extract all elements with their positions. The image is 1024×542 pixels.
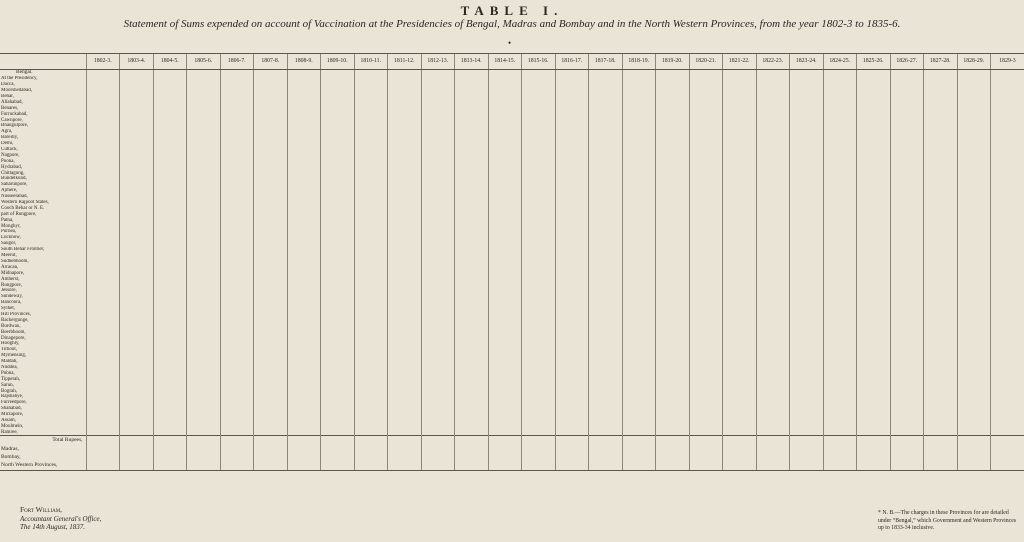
place-name: Tirhoot,: [1, 347, 18, 353]
place-name: Mirzapore,: [1, 412, 24, 418]
amount-cell: [589, 462, 623, 471]
place-name: Midnapore,: [1, 270, 25, 276]
place-name: Patna,: [1, 217, 14, 223]
amount-cell: [991, 446, 1024, 454]
place-name: Nagpore,: [1, 152, 20, 158]
amount-cell: [86, 446, 120, 454]
place-name: Meerut,: [1, 253, 17, 259]
amount-cell: [723, 454, 757, 462]
date-line: The 14th August, 1837.: [20, 523, 86, 531]
place-name: Bograh,: [1, 388, 17, 394]
place-name: Dinagepore,: [1, 335, 26, 341]
amount-cell: [957, 446, 991, 454]
year-column-header: 1820-21.: [689, 54, 723, 70]
amount-cell: [321, 454, 355, 462]
year-column-header: 1823-24.: [790, 54, 824, 70]
amount-cell: [924, 436, 958, 447]
year-column-header: 1829-3: [991, 54, 1024, 70]
amount-cell: [287, 436, 321, 447]
place-name: Bancoora,: [1, 300, 22, 306]
place-name: Mymensing,: [1, 353, 27, 359]
place-name: Ajmere,: [1, 188, 18, 194]
amount-cell: [86, 462, 120, 471]
amount-cell: [254, 462, 288, 471]
amount-cell: [823, 446, 857, 454]
amount-cell: [254, 446, 288, 454]
amount-cell: [723, 436, 757, 447]
place-name: Cawnpore,: [1, 117, 23, 123]
amount-cell: [589, 454, 623, 462]
amount-cell: [488, 462, 522, 471]
place-name: Assam,: [1, 417, 16, 423]
place-name: Cuttack,: [1, 147, 18, 153]
separator-mark: •: [508, 38, 512, 48]
amount-cell: [388, 454, 422, 462]
amount-cell: [857, 462, 891, 471]
year-column-header: 1821-22.: [723, 54, 757, 70]
place-name: Backergunge,: [1, 317, 29, 323]
year-column-header: 1826-27.: [890, 54, 924, 70]
amount-cell: [689, 436, 723, 447]
amount-cell: [622, 446, 656, 454]
place-name: Poona,: [1, 158, 15, 164]
amount-cell: [354, 462, 388, 471]
amount-cell: [153, 462, 187, 471]
amount-cell: [957, 462, 991, 471]
place-name: Western Rajpoot States,: [1, 200, 49, 206]
amount-cell: [991, 462, 1024, 471]
place-name: Beerbhoom,: [1, 329, 26, 335]
amount-cell: [823, 462, 857, 471]
year-column-header: 1811-12.: [388, 54, 422, 70]
place-name: Chittagong,: [1, 170, 25, 176]
amount-cell: [924, 454, 958, 462]
amount-cell: [522, 436, 556, 447]
amount-cell: [153, 454, 187, 462]
place-name: Bombay,: [1, 454, 21, 461]
amount-cell: [622, 436, 656, 447]
amount-cell: [455, 436, 489, 447]
amount-cell: [890, 446, 924, 454]
amount-cell: [388, 462, 422, 471]
place-name: Arracan,: [1, 264, 19, 270]
place-name: Hill Provinces,: [1, 311, 31, 317]
amount-cell: [321, 462, 355, 471]
year-column-header: 1816-17.: [555, 54, 589, 70]
amount-cell: [488, 446, 522, 454]
year-column-header: 1804-5.: [153, 54, 187, 70]
place-name: Madras,: [1, 446, 19, 453]
amount-cell: [656, 462, 690, 471]
amount-cell: [857, 436, 891, 447]
amount-cell: [120, 462, 154, 471]
page-subtitle: Statement of Sums expended on account of Vaccination at the Presidencies of Bengal, Madras and Bombay and in the North Western Provinces, from the year 1802-3 to 1835-6.: [123, 18, 901, 30]
place-name: Maldah,: [1, 359, 18, 365]
amount-cell: [622, 462, 656, 471]
amount-cell: [689, 462, 723, 471]
amount-cell: [388, 436, 422, 447]
amount-cell: [890, 462, 924, 471]
place-name: North Western Provinces,: [0, 462, 86, 471]
year-column-header: 1827-28.: [924, 54, 958, 70]
amount-cell: [890, 454, 924, 462]
year-column-header: 1806-7.: [220, 54, 254, 70]
amount-cell: [522, 446, 556, 454]
year-column-header: 1828-29.: [957, 54, 991, 70]
year-header-row: [0, 54, 1024, 70]
amount-cell: [522, 454, 556, 462]
amount-cell: [924, 462, 958, 471]
signature-line: Fort William,: [20, 505, 63, 514]
amount-cell: [455, 454, 489, 462]
amount-cell: [857, 454, 891, 462]
amount-cell: [656, 436, 690, 447]
place-name: Benares,: [1, 105, 19, 111]
place-name: Burdwan,: [1, 323, 21, 329]
place-column-header: [0, 54, 86, 70]
presidency-row: [0, 446, 1024, 454]
place-name: Ramree,: [1, 429, 18, 435]
year-column-header: 1805-6.: [187, 54, 221, 70]
place-name: Bareilly,: [1, 135, 19, 141]
year-column-header: 1813-14.: [455, 54, 489, 70]
amount-cell: [86, 454, 120, 462]
place-name: Rungpore,: [1, 282, 22, 288]
amount-cell: [220, 436, 254, 447]
place-name: Furreedpore,: [1, 400, 27, 406]
amount-cell: [120, 454, 154, 462]
amount-cell: [421, 462, 455, 471]
amount-cell: [756, 436, 790, 447]
amount-cell: [991, 436, 1024, 447]
year-column-header: 1824-25.: [823, 54, 857, 70]
amount-cell: [656, 454, 690, 462]
amount-cell: [321, 436, 355, 447]
amount-cell: [153, 446, 187, 454]
amount-cell: [354, 454, 388, 462]
place-name: Moulmein,: [1, 423, 24, 429]
amount-cell: [254, 454, 288, 462]
office-line: Accountant General's Office,: [20, 514, 102, 523]
place-name: Lucknow,: [1, 235, 21, 241]
presidency-row: [0, 462, 1024, 471]
place-name: Shahabad,: [1, 406, 22, 412]
place-name: Sundeway,: [1, 294, 23, 300]
amount-cell: [991, 454, 1024, 462]
place-name: Bundelkund,: [1, 176, 27, 182]
place-name: Total Rupees,: [0, 436, 86, 447]
place-name: Pubna,: [1, 370, 15, 376]
amount-cell: [254, 436, 288, 447]
footnote: * N. B.—The charges in these Provinces for are detailed under “Bengal,” which Government and Western Provinces up to 1833-34 inclusive.: [878, 510, 1017, 531]
amount-cell: [120, 436, 154, 447]
place-name: Nuddea,: [1, 364, 18, 370]
year-column-header: 1822-23.: [756, 54, 790, 70]
place-name: Behar,: [1, 94, 14, 99]
amount-cell: [957, 454, 991, 462]
amount-cell: [187, 446, 221, 454]
place-name: Bengal.: [16, 69, 33, 76]
place-name: Delhi,: [1, 141, 14, 147]
amount-cell: [957, 436, 991, 447]
amount-cell: [723, 446, 757, 454]
place-name: Allahabad,: [1, 99, 23, 105]
amount-cell: [890, 436, 924, 447]
expenditure-table: [0, 53, 1024, 471]
amount-cell: [555, 462, 589, 471]
presidency-row: [0, 454, 1024, 462]
amount-cell: [354, 436, 388, 447]
amount-cell: [86, 436, 120, 447]
place-name: Saugor,: [1, 241, 17, 247]
amount-cell: [421, 436, 455, 447]
place-name: Cooch Behar or N. E.: [1, 205, 45, 211]
place-name: Sudhebhoom,: [1, 258, 29, 264]
amount-cell: [589, 436, 623, 447]
year-column-header: 1807-8.: [254, 54, 288, 70]
amount-cell: [220, 446, 254, 454]
place-name: Agra,: [1, 129, 13, 135]
place-name: Hydrabad,: [1, 164, 22, 170]
amount-cell: [790, 436, 824, 447]
amount-cell: [421, 454, 455, 462]
year-column-header: 1808-9.: [287, 54, 321, 70]
place-name: Tipperah,: [1, 376, 21, 382]
year-column-header: 1814-15.: [488, 54, 522, 70]
amount-cell: [153, 436, 187, 447]
place-name: Sylhet,: [1, 306, 16, 312]
amount-cell: [187, 454, 221, 462]
year-column-header: 1809-10.: [321, 54, 355, 70]
amount-cell: [756, 454, 790, 462]
place-name: Furruckabad,: [1, 111, 28, 117]
place-name: Amherst,: [1, 276, 20, 282]
year-column-header: 1810-11.: [354, 54, 388, 70]
amount-cell: [220, 462, 254, 471]
place-name: Jessore,: [1, 288, 17, 294]
amount-cell: [522, 462, 556, 471]
amount-cell: [823, 436, 857, 447]
amount-cell: [555, 436, 589, 447]
year-column-header: 1802-3.: [86, 54, 120, 70]
place-name: Bhaugulpore,: [1, 123, 29, 129]
amount-cell: [790, 446, 824, 454]
amount-cell: [488, 436, 522, 447]
amount-cell: [455, 462, 489, 471]
year-column-header: 1825-26.: [857, 54, 891, 70]
amount-cell: [622, 454, 656, 462]
amount-cell: [555, 454, 589, 462]
amount-cell: [287, 454, 321, 462]
place-name: Purnea,: [1, 229, 17, 235]
total-row: [0, 436, 1024, 447]
year-column-header: 1812-13.: [421, 54, 455, 70]
year-column-header: 1818-19.: [622, 54, 656, 70]
year-column-header: 1819-20.: [656, 54, 690, 70]
office-signature: [20, 506, 101, 532]
place-name: Moorshedabad,: [1, 88, 32, 94]
page-title: TABLE I.: [460, 3, 564, 18]
place-name: South Behar Frontier,: [1, 247, 45, 253]
year-column-header: 1817-18.: [589, 54, 623, 70]
place-name: Hooghly,: [1, 341, 20, 347]
place-name: Monghyr,: [1, 223, 21, 229]
amount-cell: [120, 446, 154, 454]
amount-cell: [455, 446, 489, 454]
amount-cell: [689, 454, 723, 462]
place-name: Rajshahye,: [1, 394, 24, 400]
amount-cell: [656, 446, 690, 454]
place-name: Dacca,: [1, 82, 15, 88]
place-name: Nusseerabad,: [1, 194, 28, 200]
amount-cell: [354, 446, 388, 454]
amount-cell: [723, 462, 757, 471]
amount-cell: [388, 446, 422, 454]
amount-cell: [689, 446, 723, 454]
amount-cell: [421, 446, 455, 454]
amount-cell: [823, 454, 857, 462]
place-name: At the Presidency,: [1, 76, 38, 82]
place-name: Sarun,: [1, 382, 14, 388]
place-name: part of Rungpore,: [1, 211, 37, 217]
amount-cell: [589, 446, 623, 454]
amount-cell: [924, 446, 958, 454]
amount-cell: [756, 446, 790, 454]
amount-cell: [187, 436, 221, 447]
amount-cell: [187, 462, 221, 471]
amount-cell: [555, 446, 589, 454]
amount-cell: [488, 454, 522, 462]
amount-cell: [756, 462, 790, 471]
amount-cell: [287, 446, 321, 454]
year-column-header: 1815-16.: [522, 54, 556, 70]
amount-cell: [321, 446, 355, 454]
amount-cell: [287, 462, 321, 471]
amount-cell: [790, 462, 824, 471]
year-column-header: 1803-4.: [120, 54, 154, 70]
amount-cell: [790, 454, 824, 462]
amount-cell: [220, 454, 254, 462]
amount-cell: [857, 446, 891, 454]
place-name: Saharunpore,: [1, 182, 28, 188]
